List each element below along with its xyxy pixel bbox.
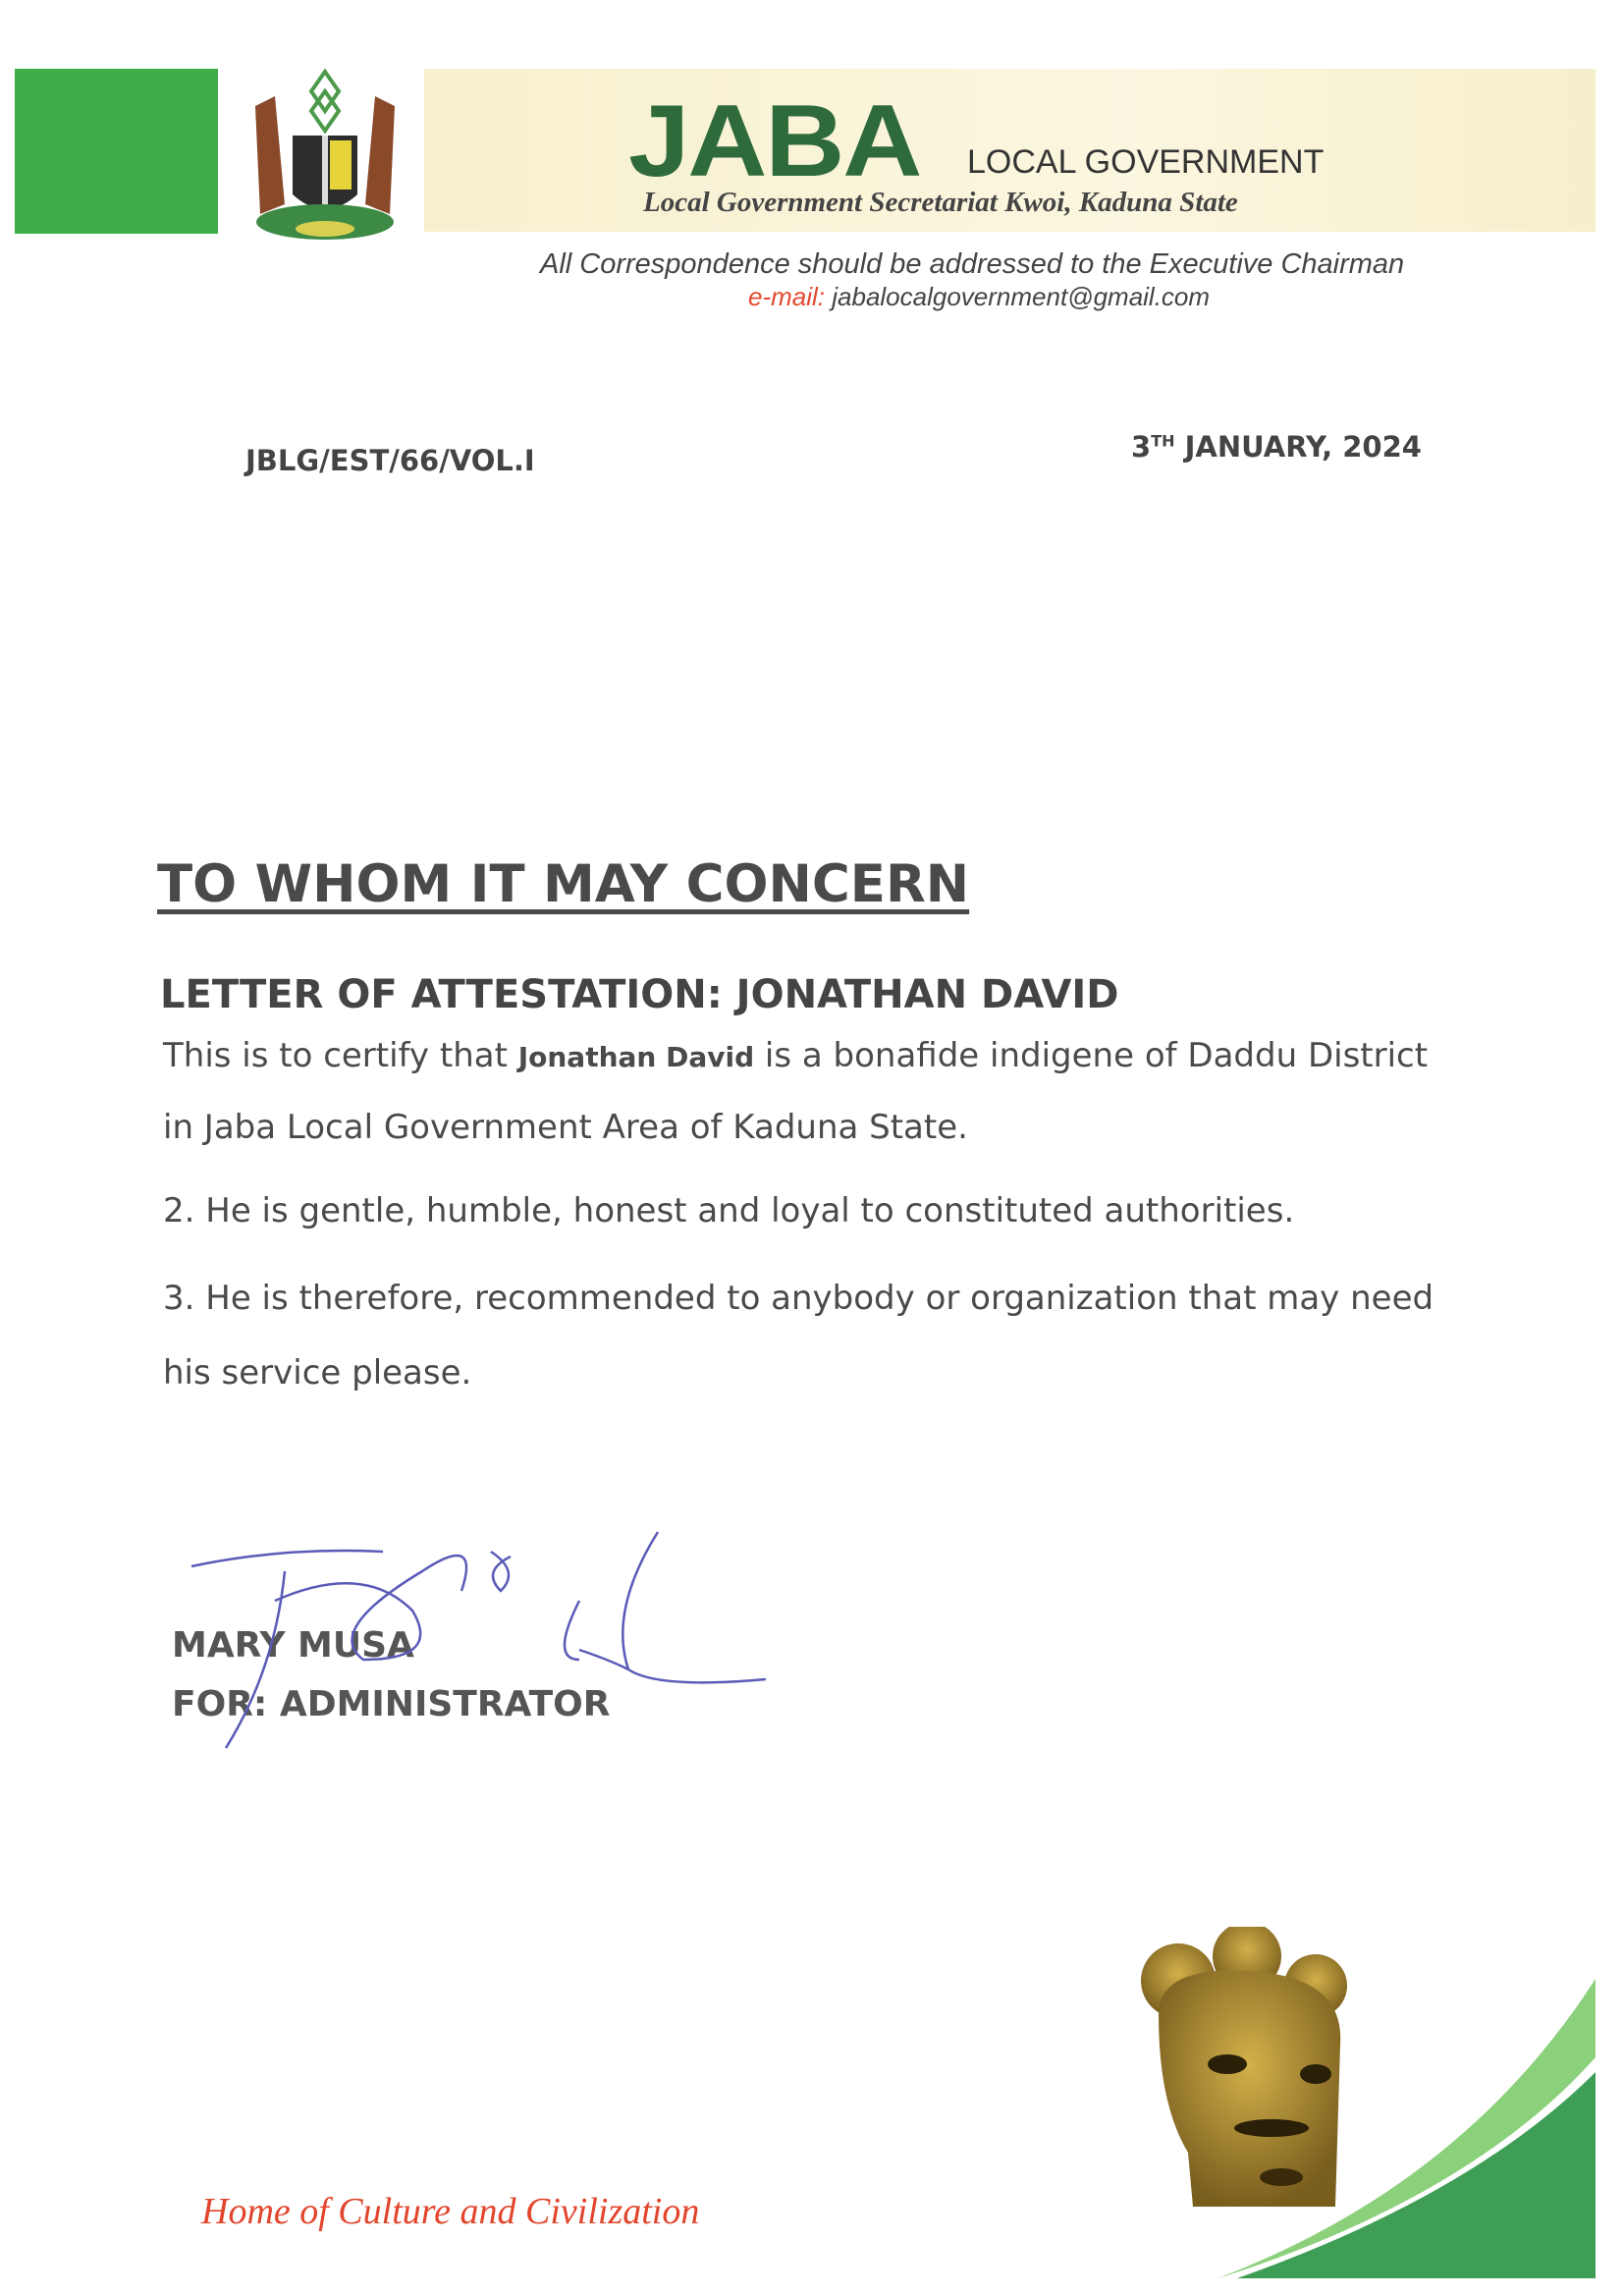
reference-number: JBLG/EST/66/VOL.I bbox=[245, 444, 535, 477]
signatory-role: FOR: ADMINISTRATOR bbox=[172, 1684, 611, 1724]
date-day: 3 bbox=[1131, 430, 1152, 464]
organization-name: JABA bbox=[628, 84, 921, 198]
letter-heading: LETTER OF ATTESTATION: JONATHAN DAVID bbox=[160, 972, 1119, 1017]
correspondence-note: All Correspondence should be addressed to the Executive Chairman bbox=[540, 248, 1405, 280]
paragraph-2: 2. He is gentle, humble, honest and loyal to constituted authorities. bbox=[163, 1191, 1295, 1230]
paragraph-3-line-1: 3. He is therefore, recommended to anybody or organization that may need bbox=[163, 1279, 1434, 1318]
person-name: Jonathan David bbox=[517, 1041, 755, 1073]
letter-date bbox=[1131, 430, 1422, 464]
date-suffix: TH bbox=[1151, 431, 1175, 451]
date-rest: JANUARY, 2024 bbox=[1174, 430, 1422, 464]
decorative-green-swoosh bbox=[1217, 1969, 1600, 2283]
organization-subtitle: LOCAL GOVERNMENT bbox=[967, 143, 1325, 181]
coat-of-arms-logo bbox=[236, 67, 414, 244]
letter-title: TO WHOM IT MAY CONCERN bbox=[157, 854, 970, 914]
handwritten-signature bbox=[167, 1512, 776, 1768]
footer-motto: Home of Culture and Civilization bbox=[201, 2191, 700, 2232]
header-green-block bbox=[15, 69, 218, 234]
paragraph-1-line-2: in Jaba Local Government Area of Kaduna State. bbox=[163, 1108, 968, 1147]
organization-address: Local Government Secretariat Kwoi, Kaduna State bbox=[643, 187, 1238, 218]
paragraph-3-line-2: his service please. bbox=[163, 1353, 472, 1393]
signatory-name: MARY MUSA bbox=[172, 1625, 414, 1666]
paragraph-1-line-1 bbox=[163, 1036, 1538, 1075]
text: is a bonafide indigene of Daddu District bbox=[754, 1036, 1429, 1075]
email-address: jabalocalgovernment@gmail.com bbox=[832, 282, 1211, 311]
email-line bbox=[748, 282, 1210, 312]
text: This is to certify that bbox=[163, 1036, 518, 1075]
email-label: e-mail: bbox=[748, 282, 826, 311]
